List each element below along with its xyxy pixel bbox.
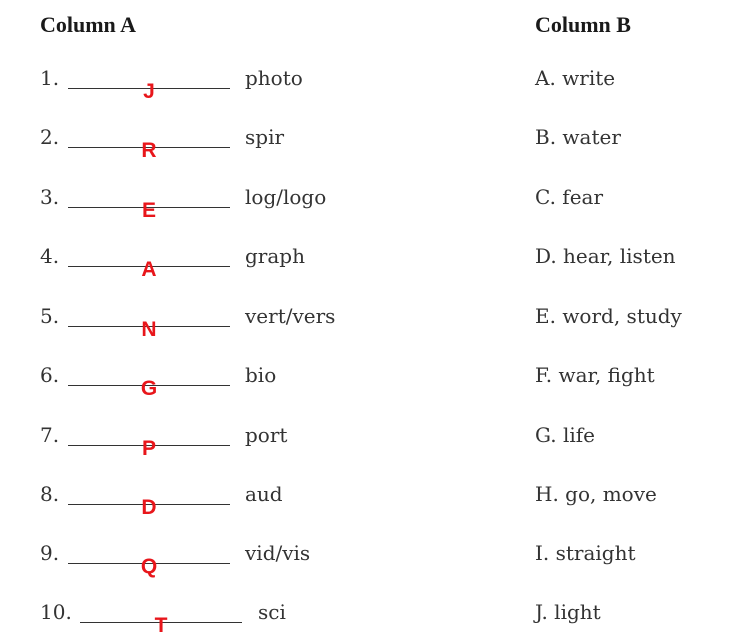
handwritten-answer: E xyxy=(141,199,156,222)
answer-blank[interactable] xyxy=(80,614,242,637)
handwritten-answer: Q xyxy=(140,555,158,578)
root-meaning: I. straight xyxy=(535,541,636,565)
item-number: 8. xyxy=(40,482,60,506)
handwritten-answer: J xyxy=(143,80,155,103)
word-root: vert/vers xyxy=(245,304,336,328)
column-a-header: Column A xyxy=(40,12,136,37)
root-meaning: E. word, study xyxy=(535,304,682,328)
answer-blank[interactable] xyxy=(68,437,230,460)
root-meaning: C. fear xyxy=(535,185,604,209)
item-number: 6. xyxy=(40,363,60,387)
word-root: aud xyxy=(245,482,283,506)
answer-blank[interactable] xyxy=(68,318,230,341)
handwritten-answer: N xyxy=(141,318,157,341)
matching-row xyxy=(0,415,742,460)
word-root: bio xyxy=(245,363,277,387)
matching-row xyxy=(0,236,742,281)
root-meaning: D. hear, listen xyxy=(535,244,676,268)
word-root: graph xyxy=(245,244,305,268)
item-number: 2. xyxy=(40,125,60,149)
handwritten-answer: T xyxy=(154,614,168,637)
matching-row xyxy=(0,117,742,162)
handwritten-answer: D xyxy=(141,496,157,519)
column-b-header: Column B xyxy=(535,12,631,37)
item-number: 1. xyxy=(40,66,60,90)
root-meaning: F. war, fight xyxy=(535,363,655,387)
answer-blank[interactable] xyxy=(68,139,230,162)
item-number: 3. xyxy=(40,185,60,209)
handwritten-answer: G xyxy=(140,377,158,400)
answer-blank[interactable] xyxy=(68,80,230,103)
matching-row xyxy=(0,296,742,341)
root-meaning: A. write xyxy=(535,66,616,90)
answer-blank[interactable] xyxy=(68,555,230,578)
item-number: 5. xyxy=(40,304,60,328)
matching-row xyxy=(0,177,742,222)
word-root: port xyxy=(245,423,288,447)
item-number: 4. xyxy=(40,244,60,268)
root-meaning: G. life xyxy=(535,423,596,447)
word-root: sci xyxy=(258,600,286,624)
handwritten-answer: A xyxy=(141,258,157,281)
word-root: vid/vis xyxy=(245,541,311,565)
word-root: spir xyxy=(245,125,285,149)
root-meaning: J. light xyxy=(535,600,601,624)
matching-row xyxy=(0,58,742,103)
item-number: 9. xyxy=(40,541,60,565)
word-root: log/logo xyxy=(245,185,327,209)
answer-blank[interactable] xyxy=(68,258,230,281)
root-meaning: H. go, move xyxy=(535,482,657,506)
matching-row xyxy=(0,355,742,400)
answer-blank[interactable] xyxy=(68,377,230,400)
matching-row xyxy=(0,592,742,637)
matching-row xyxy=(0,474,742,519)
root-meaning: B. water xyxy=(535,125,621,149)
handwritten-answer: R xyxy=(141,139,157,162)
answer-blank[interactable] xyxy=(68,199,230,222)
item-number: 10. xyxy=(40,600,72,624)
word-root: photo xyxy=(245,66,303,90)
handwritten-answer: P xyxy=(141,437,156,460)
item-number: 7. xyxy=(40,423,60,447)
answer-blank[interactable] xyxy=(68,496,230,519)
matching-row xyxy=(0,533,742,578)
